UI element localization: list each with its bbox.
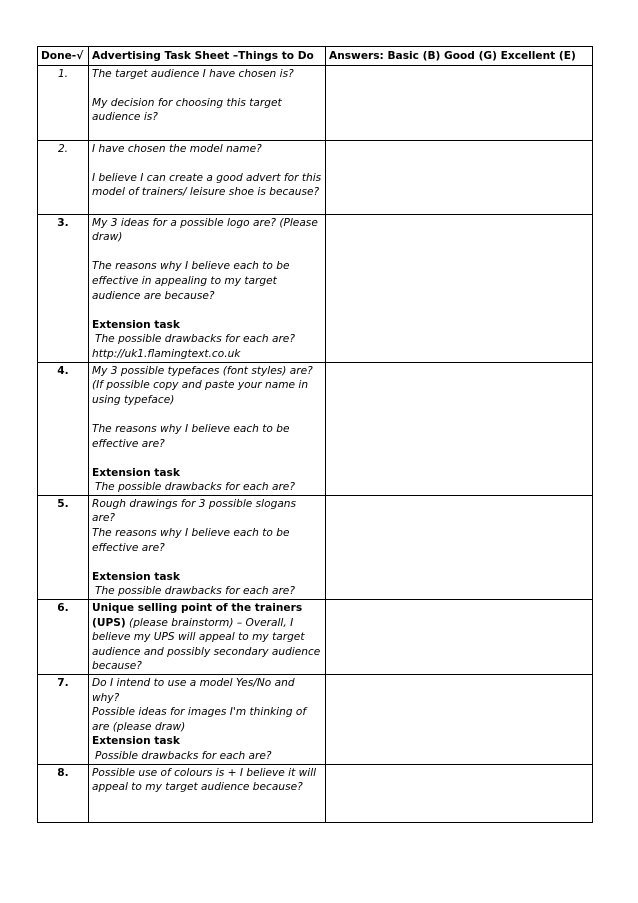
task-line: Do I intend to use a model Yes/No and why? — [92, 677, 295, 704]
task-line: Possible ideas for images I'm thinking of are (please draw) — [92, 706, 307, 733]
task-row-6 — [38, 600, 593, 675]
task-line: The possible drawbacks for each are? — [95, 333, 295, 346]
task-sheet-table — [37, 46, 593, 823]
extension-task-label: Extension task — [92, 570, 180, 583]
task-line: Rough drawings for 3 possible slogans are? — [92, 497, 297, 525]
task-link[interactable]: http://uk1.flamingtext.co.uk — [92, 347, 241, 360]
task-line: Possible use of colours is + I believe it will appeal to my target audience because? — [92, 766, 317, 794]
answer-cell[interactable] — [326, 65, 593, 140]
task-row-1 — [38, 65, 593, 140]
task-line: The target audience I have chosen is? — [92, 67, 294, 80]
task-line: My 3 ideas for a possible logo are? (Please draw) — [92, 216, 318, 244]
task-line: (please brainstorm) – Overall, I believe my UPS will appeal to my target audience and possibly secondary audience because? — [92, 616, 321, 673]
task-description — [89, 675, 326, 765]
header-done: Done-√ — [38, 47, 89, 66]
task-row-8 — [38, 764, 593, 822]
task-number: 8. — [38, 764, 89, 822]
task-row-4 — [38, 362, 593, 495]
task-description — [89, 495, 326, 599]
task-description — [89, 65, 326, 140]
answer-cell[interactable] — [326, 214, 593, 362]
answer-cell[interactable] — [326, 764, 593, 822]
header-tasks: Advertising Task Sheet –Things to Do — [89, 47, 326, 66]
answer-cell[interactable] — [326, 140, 593, 214]
extension-task-label: Extension task — [92, 466, 180, 479]
usp-heading: Unique selling point of the trainers (UPS) — [92, 602, 303, 629]
task-number: 1. — [38, 65, 89, 140]
header-answers: Answers: Basic (B) Good (G) Excellent (E) — [326, 47, 593, 66]
task-line: The possible drawbacks for each are? — [95, 481, 295, 494]
task-number: 2. — [38, 140, 89, 214]
task-line: The reasons why I believe each to be effective in appealing to my target audience are because? — [92, 260, 290, 302]
task-row-5 — [38, 495, 593, 599]
task-description — [89, 214, 326, 362]
task-line: The possible drawbacks for each are? — [95, 585, 295, 598]
task-description — [89, 764, 326, 822]
task-number: 4. — [38, 362, 89, 495]
task-number: 3. — [38, 214, 89, 362]
task-line: Possible drawbacks for each are? — [95, 749, 272, 762]
task-description — [89, 140, 326, 214]
task-row-7 — [38, 675, 593, 765]
header-row — [38, 47, 593, 66]
task-description — [89, 362, 326, 495]
task-number: 6. — [38, 600, 89, 675]
task-row-3 — [38, 214, 593, 362]
answer-cell[interactable] — [326, 675, 593, 765]
task-row-2 — [38, 140, 593, 214]
task-line: The reasons why I believe each to be effective are? — [92, 527, 290, 554]
task-number: 7. — [38, 675, 89, 765]
answer-cell[interactable] — [326, 362, 593, 495]
answer-cell[interactable] — [326, 600, 593, 675]
task-line: The reasons why I believe each to be effective are? — [92, 422, 290, 450]
task-line: I have chosen the model name? — [92, 142, 262, 155]
task-number: 5. — [38, 495, 89, 599]
task-description — [89, 600, 326, 675]
task-line: My decision for choosing this target audience is? — [92, 96, 282, 124]
extension-task-label: Extension task — [92, 735, 180, 748]
task-line: I believe I can create a good advert for this model of trainers/ leisure shoe is because? — [92, 171, 322, 199]
extension-task-label: Extension task — [92, 318, 180, 331]
task-line: My 3 possible typefaces (font styles) are? (If possible copy and paste your name in using typeface) — [92, 364, 313, 406]
answer-cell[interactable] — [326, 495, 593, 599]
